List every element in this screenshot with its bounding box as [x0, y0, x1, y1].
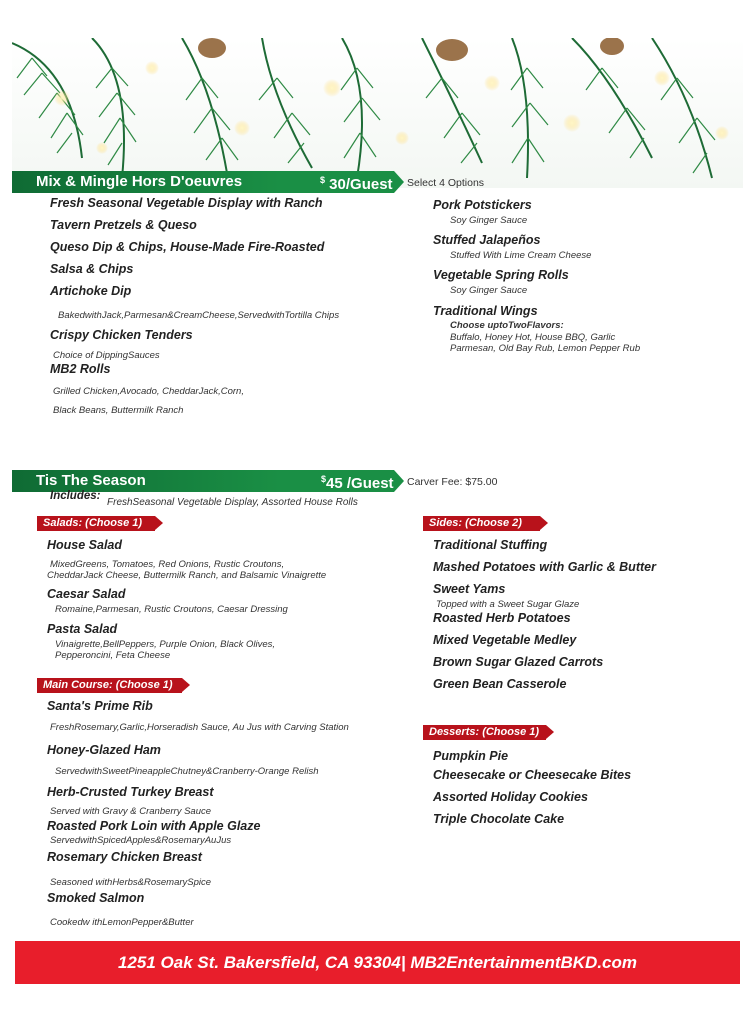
item-description: Choice of DippingSauces [53, 350, 160, 361]
section2-price: $45 /Guest [321, 474, 394, 492]
item-description: Topped with a Sweet Sugar Glaze [436, 599, 580, 610]
main-course-heading: Main Course: (Choose 1) [37, 678, 182, 693]
menu-item: Caesar Salad [47, 587, 126, 601]
menu-item: Roasted Herb Potatoes [433, 611, 571, 625]
item-description: CheddarJack Cheese, Buttermilk Ranch, and Balsamic Vinaigrette [47, 570, 327, 581]
item-description: Soy Ginger Sauce [450, 215, 528, 226]
menu-item: Fresh Seasonal Vegetable Display with Ranch [50, 196, 323, 210]
menu-item: Queso Dip & Chips, House-Made Fire-Roasted [50, 240, 325, 254]
menu-item: Crispy Chicken Tenders [50, 328, 193, 342]
section1-note: Select 4 Options [407, 177, 485, 189]
menu-item: Cheesecake or Cheesecake Bites [433, 768, 632, 782]
section1-title: Mix & Mingle Hors D'oeuvres [36, 173, 243, 190]
menu-item: Mixed Vegetable Medley [433, 633, 577, 647]
menu-item: House Salad [47, 538, 123, 552]
menu-item: Roasted Pork Loin with Apple Glaze [47, 819, 261, 833]
item-description: Choose uptoTwoFlavors: [450, 320, 564, 331]
menu-item: Sweet Yams [433, 582, 506, 596]
item-description: Vinaigrette,BellPeppers, Purple Onion, Black Olives, [55, 639, 276, 650]
menu-item: Stuffed Jalapeños [433, 233, 541, 247]
item-description: Served with Gravy & Cranberry Sauce [50, 806, 212, 817]
footer-address-bar [15, 941, 740, 984]
item-description: Stuffed With Lime Cream Cheese [450, 250, 592, 261]
item-description: MixedGreens, Tomatoes, Red Onions, Rustic Croutons, [50, 559, 285, 570]
includes-label: Includes: [50, 490, 101, 502]
item-description: Black Beans, Buttermilk Ranch [53, 405, 184, 416]
pine-branches-illustration [12, 38, 743, 188]
sides-heading: Sides: (Choose 2) [423, 516, 540, 531]
footer-text: 1251 Oak St. Bakersfield, CA 93304| MB2EntertainmentBKD.com [117, 953, 638, 972]
pine-branch-banner [12, 38, 743, 188]
menu-item: Assorted Holiday Cookies [433, 790, 588, 804]
item-description: Romaine,Parmesan, Rustic Croutons, Caesar Dressing [55, 604, 288, 615]
menu-item: Smoked Salmon [47, 891, 145, 905]
section2-note: Carver Fee: $75.00 [407, 476, 498, 488]
menu-item: Traditional Wings [433, 304, 538, 318]
menu-item: Green Bean Casserole [433, 677, 567, 691]
salads-heading: Salads: (Choose 1) [37, 516, 155, 531]
section2-title: Tis The Season [36, 472, 146, 489]
menu-item: Brown Sugar Glazed Carrots [433, 655, 604, 669]
item-description: Parmesan, Old Bay Rub, Lemon Pepper Rub [450, 343, 641, 354]
menu-item: Vegetable Spring Rolls [433, 268, 569, 282]
menu-item: Pasta Salad [47, 622, 118, 636]
item-description: Pepperoncini, Feta Cheese [55, 650, 171, 661]
menu-item: Pumpkin Pie [433, 749, 509, 763]
menu-item: Mashed Potatoes with Garlic & Butter [433, 560, 656, 574]
menu-item: Herb-Crusted Turkey Breast [47, 785, 214, 799]
item-description: Buffalo, Honey Hot, House BBQ, Garlic [450, 332, 616, 343]
menu-item: Pork Potstickers [433, 198, 532, 212]
item-description: ServedwithSpicedApples&RosemaryAuJus [50, 835, 232, 846]
menu-item: Tavern Pretzels & Queso [50, 218, 197, 232]
includes-text: FreshSeasonal Vegetable Display, Assorted House Rolls [107, 497, 358, 508]
menu-item: Triple Chocolate Cake [433, 812, 565, 826]
item-description: ServedwithSweetPineappleChutney&Cranberry-Orange Relish [55, 766, 319, 777]
menu-item: Traditional Stuffing [433, 538, 548, 552]
item-description: Soy Ginger Sauce [450, 285, 528, 296]
item-description: FreshRosemary,Garlic,Horseradish Sauce, Au Jus with Carving Station [50, 722, 349, 733]
menu-item: Rosemary Chicken Breast [47, 850, 202, 864]
section1-price: $ 30/Guest [320, 175, 393, 193]
menu-item: Artichoke Dip [50, 284, 132, 298]
item-description: Seasoned withHerbs&RosemarySpice [50, 877, 212, 888]
desserts-heading: Desserts: (Choose 1) [423, 725, 546, 740]
item-description: Cookedw ithLemonPepper&Butter [50, 917, 194, 928]
item-description: BakedwithJack,Parmesan&CreamCheese,ServedwithTortilla Chips [58, 310, 340, 321]
menu-item: Salsa & Chips [50, 262, 134, 276]
menu-item: MB2 Rolls [50, 362, 111, 376]
menu-item: Santa's Prime Rib [47, 699, 153, 713]
item-description: Grilled Chicken,Avocado, CheddarJack,Corn, [53, 386, 244, 397]
menu-item: Honey-Glazed Ham [47, 743, 161, 757]
